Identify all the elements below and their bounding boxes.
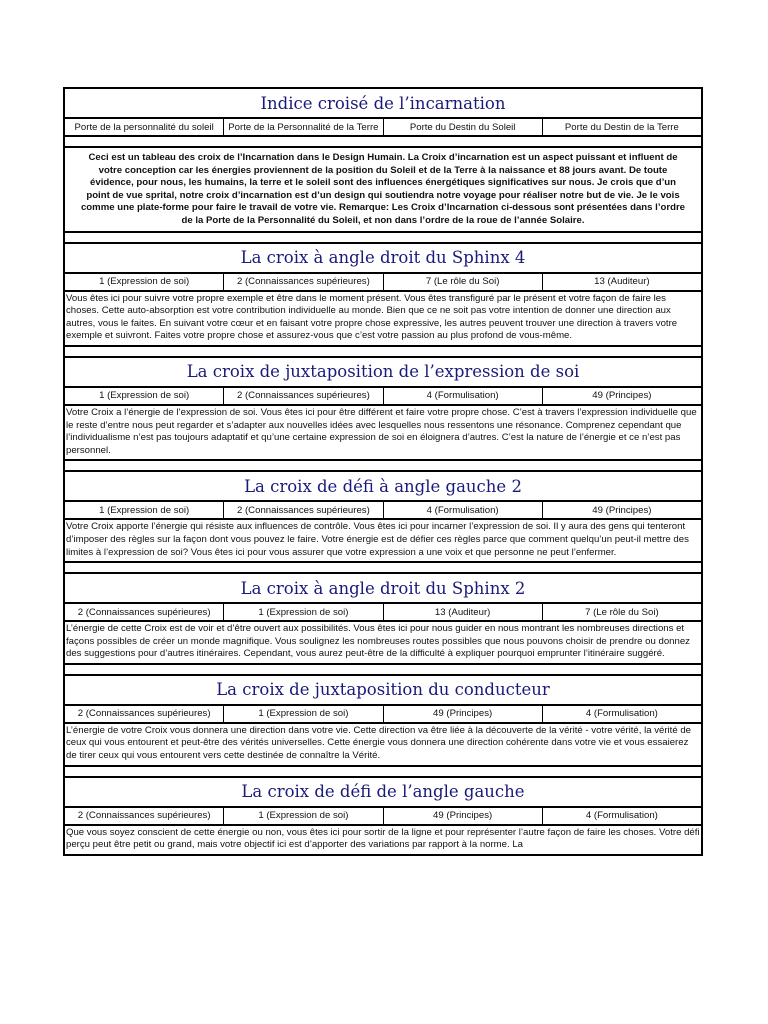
cross-description: Vous êtes ici pour suivre votre propre exemple et être dans le moment présent. Vous êtes transfiguré par le présent et votre façon de faire les choses. Cette auto-absorption est votre contribution individuelle au monde. Bien que ce ne soit pas votre intention de donner une direction aux autres, vous le faites. En suivant votre cœur et en faisant votre propre chose expressive, les autres peuvent trouver une direction à travers votre exemple et suivront. Faites votre propre chose et assurez-vous que c’est votre passion au plus profond de vous-même. bbox=[65, 292, 701, 347]
gate-cell: 49 (Principes) bbox=[383, 808, 542, 824]
gate-cell: 2 (Connaissances supérieures) bbox=[77, 708, 211, 720]
cross-title: La croix à angle droit du Sphinx 4 bbox=[65, 244, 701, 274]
gate-cell: 2 (Connaissances supérieures) bbox=[77, 810, 211, 822]
gate-cell: 2 (Connaissances supérieures) bbox=[223, 274, 382, 290]
gate-header: Porte de la personnalité du soleil bbox=[74, 121, 214, 133]
cross-description: L’énergie de votre Croix vous donnera une direction dans votre vie. Cette direction va être liée à la découverte de la vérité - votre vérité, la vérité de ceux qui vous entourent et peut-être des vérités universelles. Cette énergie vous donnera une direction cohérente dans votre vie et vous essaierez de tirer ceux qui vous entourent vers cette destinée de connaître la Vérité. bbox=[65, 724, 701, 767]
cross-title: La croix à angle droit du Sphinx 2 bbox=[65, 574, 701, 604]
gate-cell: 1 (Expression de soi) bbox=[99, 276, 190, 288]
gate-cell: 49 (Principes) bbox=[542, 388, 701, 404]
cross-gates-row bbox=[65, 388, 701, 406]
gate-cell: 7 (Le rôle du Soi) bbox=[542, 604, 701, 620]
gate-cell: 4 (Formulisation) bbox=[383, 388, 542, 404]
gate-cell: 4 (Formulisation) bbox=[542, 808, 701, 824]
gate-cell: 13 (Auditeur) bbox=[542, 274, 701, 290]
cross-description: L’énergie de cette Croix est de voir et d’être ouvert aux possibilités. Vous êtes ici pour nous guider en nous montrant les nombreuses directions et façons possibles de créer un monde magnifique. Vous soulignez les nombreuses routes possibles que nous pouvons choisir de prendre ou donnez des suggestions pour d’autres itinéraires. Cependant, vous aurez peut-être de la difficulté à expliquer pourquoi emprunter l’itinéraire suggéré. bbox=[65, 622, 701, 665]
spacer-row bbox=[65, 137, 701, 148]
gate-cell: 2 (Connaissances supérieures) bbox=[77, 606, 211, 618]
gate-cell: 1 (Expression de soi) bbox=[223, 604, 382, 620]
spacer-row bbox=[65, 461, 701, 472]
spacer-row bbox=[65, 767, 701, 778]
cross-gates-row bbox=[65, 604, 701, 622]
cross-gates-row bbox=[65, 808, 701, 826]
gates-header-row bbox=[65, 119, 701, 137]
intro-text: Ceci est un tableau des croix de l’Incarnation dans le Design Humain. La Croix d’incarnation est un aspect puissant et influent de votre conception car les énergies proviennent de la position du Soleil et de la Terre à la naissance et 88 jours avant. De toute évidence, pour nous, les humains, la terre et le soleil sont des influences énergétiques significatives sur nous. Je crois que d’un point de vue sprital, notre croix d’incarnation est d’un design qui soutiendra notre voyage pour réaliser notre but de vie. Je le vois comme une plate-forme pour faire le travail de votre vie. Remarque: Les Croix d’Incarnation ci-dessous sont présentées dans l’ordre de la Porte de la Personnalité du Soleil, et non dans l’ordre de la roue de l’année Solaire. bbox=[65, 148, 701, 233]
cross-description: Que vous soyez conscient de cette énergie ou non, vous êtes ici pour sortir de la ligne et pour représenter l’autre façon de faire les choses. Votre défi perçu peut être petit ou grand, mais votre objectif ici est d’apporter des variations par rapport à la norme. La bbox=[65, 826, 701, 856]
gate-cell: 4 (Formulisation) bbox=[542, 706, 701, 722]
gate-cell: 1 (Expression de soi) bbox=[223, 706, 382, 722]
incarnation-cross-table bbox=[63, 87, 703, 856]
spacer-row bbox=[65, 665, 701, 676]
gate-cell: 1 (Expression de soi) bbox=[99, 504, 190, 516]
gate-cell: 2 (Connaissances supérieures) bbox=[223, 502, 382, 518]
gate-cell: 7 (Le rôle du Soi) bbox=[383, 274, 542, 290]
gate-cell: 1 (Expression de soi) bbox=[223, 808, 382, 824]
gate-cell: 4 (Formulisation) bbox=[383, 502, 542, 518]
cross-gates-row bbox=[65, 274, 701, 292]
spacer-row bbox=[65, 563, 701, 574]
gate-header: Porte du Destin du Soleil bbox=[383, 119, 542, 135]
spacer-row bbox=[65, 233, 701, 244]
cross-description: Votre Croix a l’énergie de l’expression de soi. Vous êtes ici pour être différent et faire votre propre chose. C’est à travers l’expression individuelle que le reste d’entre nous peut regarder et s’adapter aux nouvelles idées avec lesquelles nous ressentons une résonance. Comprenez cependant que l’individualisme n’est pas toujours adaptatif et qu’une certaine expression de soi en éloignera d’autres. C’est la nature de l’énergie et ce n’est pas personnel. bbox=[65, 406, 701, 461]
gate-header: Porte du Destin de la Terre bbox=[542, 119, 701, 135]
cross-gates-row bbox=[65, 502, 701, 520]
cross-title: La croix de défi à angle gauche 2 bbox=[65, 472, 701, 502]
gate-cell: 49 (Principes) bbox=[383, 706, 542, 722]
gate-cell: 2 (Connaissances supérieures) bbox=[223, 388, 382, 404]
table-title: Indice croisé de l’incarnation bbox=[65, 89, 701, 119]
spacer-row bbox=[65, 347, 701, 358]
gate-cell: 49 (Principes) bbox=[542, 502, 701, 518]
cross-title: La croix de juxtaposition de l’expression de soi bbox=[65, 358, 701, 388]
cross-title: La croix de juxtaposition du conducteur bbox=[65, 676, 701, 706]
cross-description: Votre Croix apporte l’énergie qui résiste aux influences de contrôle. Vous êtes ici pour incarner l’expression de soi. Il y aura des gens qui tenteront d’imposer des règles sur la façon dont vous pouvez le faire. Votre énergie est de défier ces règles parce que comment quelqu’un peut-il mettre des limites à l’expression de soi? Vous êtes ici pour vous assurer que votre expression a une voix et que personne ne peut l’enfermer. bbox=[65, 520, 701, 563]
cross-title: La croix de défi de l’angle gauche bbox=[65, 778, 701, 808]
cross-gates-row bbox=[65, 706, 701, 724]
gate-cell: 1 (Expression de soi) bbox=[99, 390, 190, 402]
gate-header: Porte de la Personnalité de la Terre bbox=[223, 119, 382, 135]
gate-cell: 13 (Auditeur) bbox=[383, 604, 542, 620]
